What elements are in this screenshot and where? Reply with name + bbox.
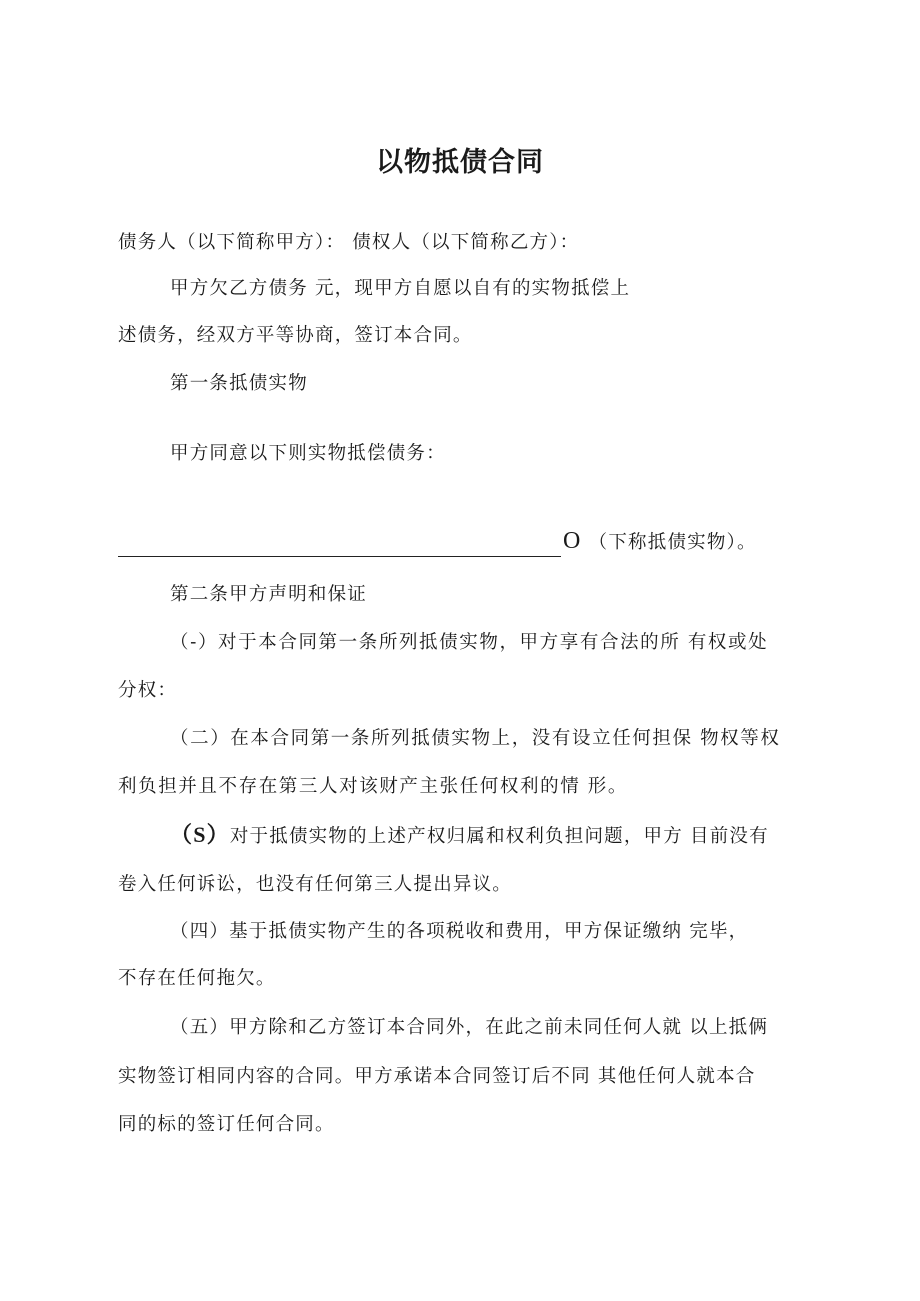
- article1-blank-suffix: （下称抵债实物）。: [588, 532, 757, 553]
- article1-blank-line: [118, 556, 561, 557]
- clause4-line-2: 不存在任何拖欠。: [118, 968, 276, 989]
- clause5-line-1: （五）甲方除和乙方签订本合同外，在此之前未同任何人就 以上抵俩: [170, 1017, 769, 1038]
- article2-heading: 第二条甲方声明和保证: [170, 584, 368, 605]
- clause2-line-1: （二）在本合同第一条所列抵债实物上，没有设立任何担保 物权等权: [170, 728, 781, 749]
- clause1-line-2: 分权：: [118, 680, 178, 701]
- intro-line-1: 甲方欠乙方债务 元，现甲方自愿以自有的实物抵偿上: [170, 278, 631, 299]
- article1-heading: 第一条抵债实物: [170, 373, 308, 394]
- document-title: 以物抵债合同: [376, 147, 544, 178]
- article1-blank-marker: O: [563, 528, 582, 554]
- clause5-line-3: 同的标的签订任何合同。: [118, 1114, 335, 1135]
- clause2-line-2: 利负担并且不存在第三人对该财产主张任何权利的情 形。: [118, 776, 628, 797]
- clause5-line-2: 实物签订相同内容的合同。甲方承诺本合同签订后不同 其他任何人就本合: [118, 1066, 756, 1087]
- clause4-line-1: （四）基于抵债实物产生的各项税收和费用，甲方保证缴纳 完毕，: [170, 921, 749, 942]
- parties-line: 债务人（以下简称甲方）： 债权人（以下简称乙方）：: [118, 232, 580, 253]
- clause3-line-2: 卷入任何诉讼，也没有任何第三人提出异议。: [118, 874, 513, 895]
- article1-blank-suffix-wrap: [563, 528, 757, 555]
- article1-text: 甲方同意以下则实物抵偿债务：: [170, 443, 446, 464]
- clause1-line-1: （-）对于本合同第一条所列抵债实物，甲方享有合法的所 有权或处: [170, 632, 769, 653]
- clause3-line-1-wrap: [170, 818, 769, 849]
- intro-line-2: 述债务，经双方平等协商，签订本合同。: [118, 325, 473, 346]
- clause3-marker: （S）: [170, 822, 230, 847]
- clause3-line-1: 对于抵债实物的上述产权归属和权利负担问题，甲方 目前没有: [229, 826, 769, 847]
